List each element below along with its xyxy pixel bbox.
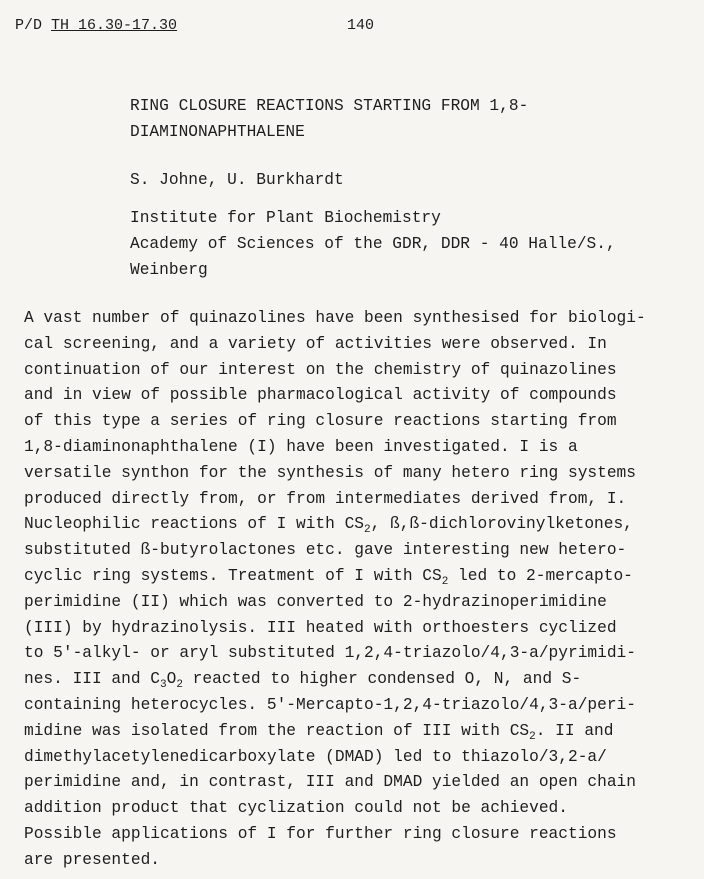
abstract-line: Possible applications of I for further ring closure reactions	[24, 824, 617, 843]
text-segment: O	[166, 670, 177, 689]
abstract-line: cal screening, and a variety of activities were observed. In	[24, 334, 607, 353]
session-prefix: P/D	[15, 17, 43, 34]
abstract-line: and in view of possible pharmacological activity of compounds	[24, 386, 617, 405]
abstract-line: are presented.	[24, 850, 160, 869]
text-segment: Nucleophilic reactions of I with CS	[24, 515, 364, 534]
abstract-line	[24, 564, 646, 590]
page-number: 140	[347, 17, 375, 34]
abstract-line	[24, 667, 646, 693]
abstract-line: substituted ß-butyrolactones etc. gave interesting new hetero-	[24, 541, 627, 560]
abstract-line: to 5'-alkyl- or aryl substituted 1,2,4-triazolo/4,3-a/pyrimidi-	[24, 644, 636, 663]
abstract-line: A vast number of quinazolines have been synthesised for biologi-	[24, 309, 646, 327]
abstract-line	[24, 719, 646, 745]
text-segment: reacted to higher condensed O, N, and S-	[182, 670, 582, 689]
abstract-line: perimidine and, in contrast, III and DMAD yielded an open chain	[24, 773, 636, 792]
abstract-line: versatile synthon for the synthesis of many hetero ring systems	[24, 463, 636, 482]
session-header	[15, 17, 177, 34]
session-time: TH 16.30-17.30	[51, 17, 178, 34]
subscript: 3	[160, 679, 167, 692]
abstract-line: containing heterocycles. 5'-Mercapto-1,2,4-triazolo/4,3-a/peri-	[24, 695, 636, 714]
subscript: 2	[364, 524, 371, 537]
abstract-line: continuation of our interest on the chemistry of quinazolines	[24, 360, 617, 379]
affiliation-line: Academy of Sciences of the GDR, DDR - 40 Halle/S.,	[130, 235, 616, 253]
abstract-line: perimidine (II) which was converted to 2-hydrazinoperimidine	[24, 592, 607, 611]
subscript: 2	[176, 679, 183, 692]
text-segment: led to 2-mercapto-	[448, 566, 633, 585]
abstract-line: addition product that cyclization could not be achieved.	[24, 799, 568, 818]
abstract-line	[24, 512, 646, 538]
authors: S. Johne, U. Burkhardt	[130, 171, 344, 189]
text-segment: cyclic ring systems. Treatment of I with CS	[24, 566, 442, 585]
affiliation-line: Institute for Plant Biochemistry	[130, 209, 441, 227]
abstract-body	[24, 306, 646, 874]
title-line: RING CLOSURE REACTIONS STARTING FROM 1,8-	[130, 97, 529, 115]
abstract-line: dimethylacetylenedicarboxylate (DMAD) led to thiazolo/3,2-a/	[24, 747, 607, 766]
abstract-line: (III) by hydrazinolysis. III heated with orthoesters cyclized	[24, 618, 617, 637]
subscript: 2	[441, 575, 449, 588]
text-segment: . II and	[535, 721, 614, 740]
subscript: 2	[529, 730, 536, 743]
affiliation-line: Weinberg	[130, 261, 208, 279]
abstract-line: of this type a series of ring closure reactions starting from	[24, 412, 617, 431]
text-segment: midine was isolated from the reaction of III with CS	[24, 721, 530, 740]
affiliation	[130, 205, 616, 283]
paper-title	[130, 93, 528, 145]
abstract-line: 1,8-diaminonaphthalene (I) have been investigated. I is a	[24, 437, 578, 456]
text-segment: nes. III and C	[24, 670, 160, 689]
text-segment: , ß,ß-dichlorovinylketones,	[370, 515, 633, 534]
title-line: DIAMINONAPHTHALENE	[130, 123, 305, 141]
abstract-line: produced directly from, or from intermediates derived from, I.	[24, 489, 627, 508]
